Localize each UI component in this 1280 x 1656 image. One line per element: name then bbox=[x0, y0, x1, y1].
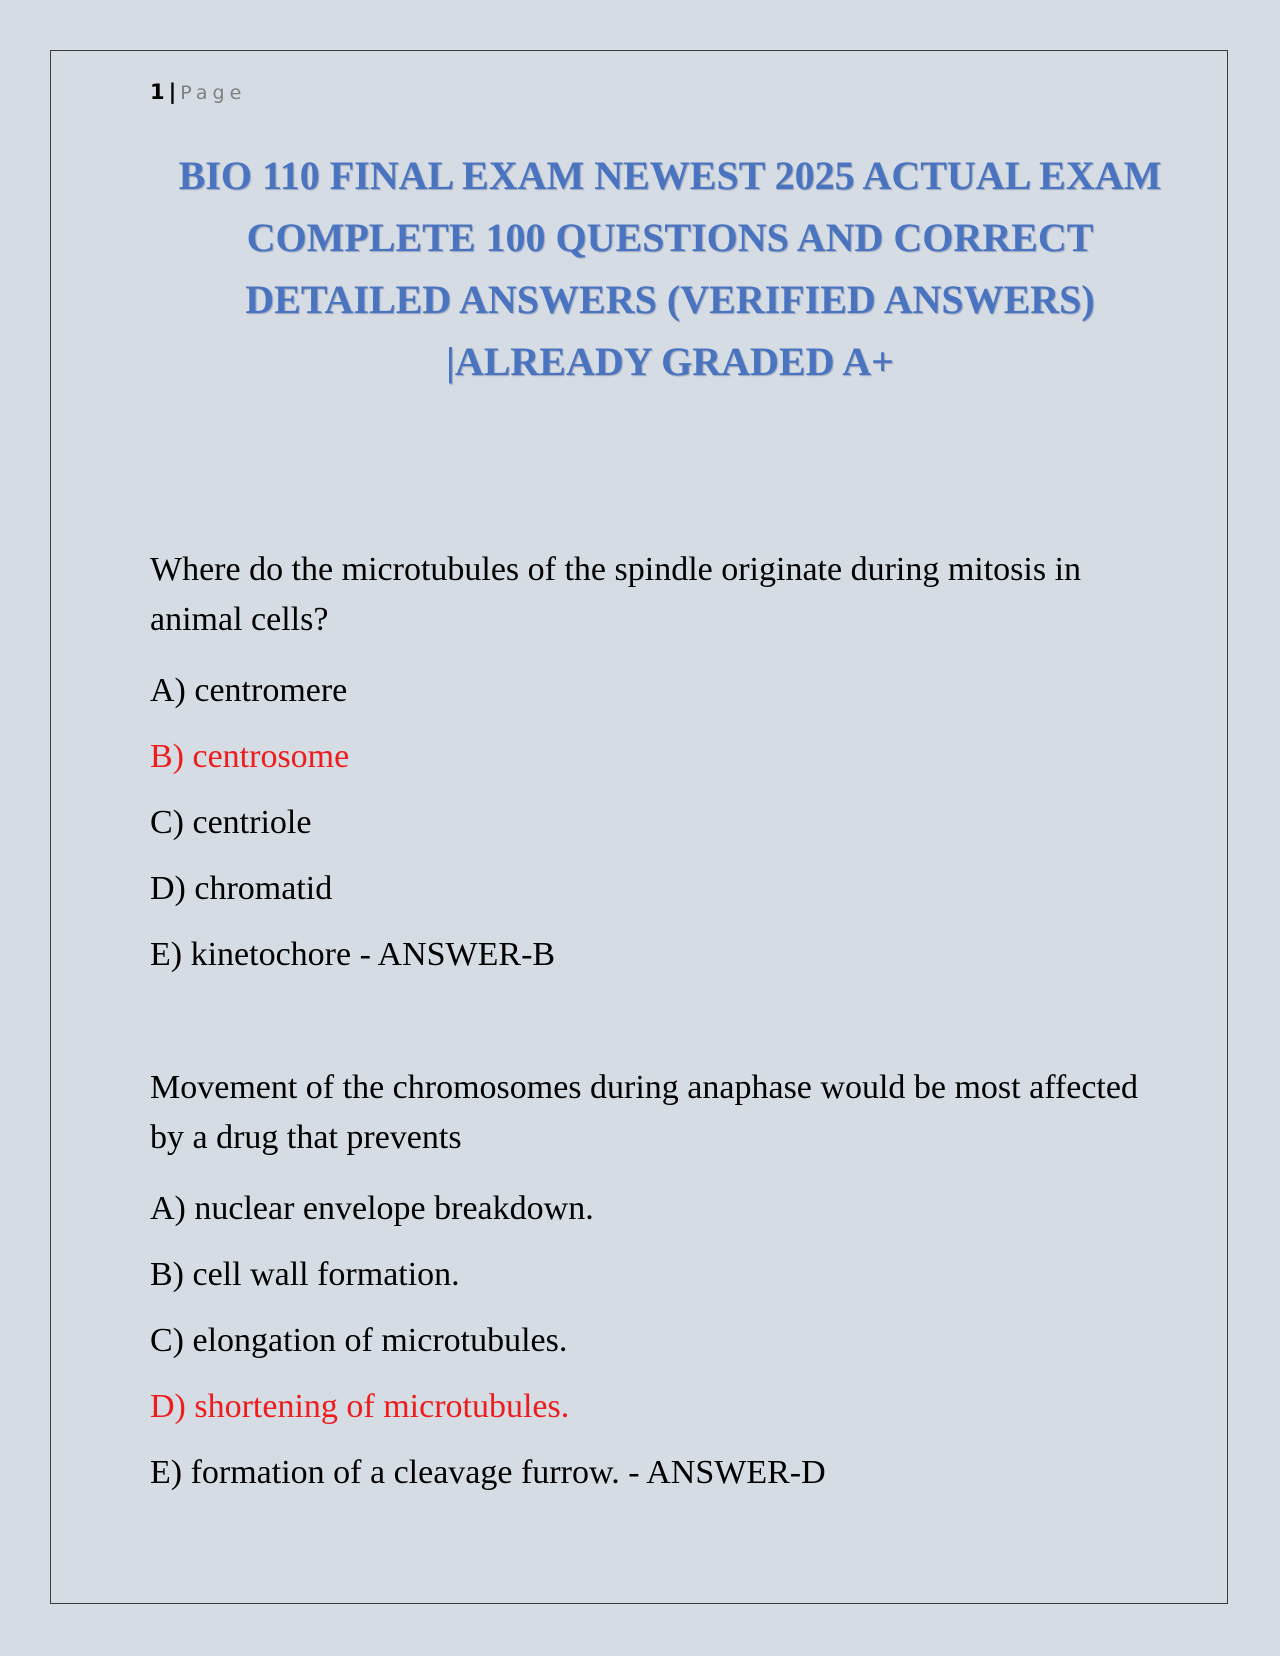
answer-option: A) centromere bbox=[150, 672, 348, 709]
question-text: Where do the microtubules of the spindle originate during mitosis in animal cells? bbox=[150, 551, 1082, 638]
answer-option-correct: B) centrosome bbox=[150, 738, 350, 775]
answer-option: B) cell wall formation. bbox=[150, 1256, 460, 1293]
answer-option-correct: D) shortening of microtubules. bbox=[150, 1388, 570, 1425]
answer-option: C) centriole bbox=[150, 804, 312, 841]
page-number-header bbox=[150, 78, 246, 107]
answer-option-with-key: E) formation of a cleavage furrow. - ANSWER-D bbox=[150, 1454, 826, 1491]
question-text: Movement of the chromosomes during anaphase would be most affected by a drug that prevents bbox=[150, 1069, 1138, 1156]
document-title: BIO 110 FINAL EXAM NEWEST 2025 ACTUAL EXAM COMPLETE 100 QUESTIONS AND CORRECT DETAILED ANSWERS (VERIFIED ANSWERS) |ALREADY GRADED A+ bbox=[178, 153, 1162, 384]
page-label: Page bbox=[180, 82, 247, 104]
page-number-separator: | bbox=[168, 80, 177, 104]
answer-option: A) nuclear envelope breakdown. bbox=[150, 1190, 594, 1227]
question-block bbox=[150, 1063, 1140, 1493]
answer-option-with-key: E) kinetochore - ANSWER-B bbox=[150, 936, 556, 973]
answer-option: D) chromatid bbox=[150, 870, 333, 907]
question-block bbox=[150, 545, 1140, 975]
page-number: 1 bbox=[150, 80, 165, 104]
answer-option: C) elongation of microtubules. bbox=[150, 1322, 568, 1359]
